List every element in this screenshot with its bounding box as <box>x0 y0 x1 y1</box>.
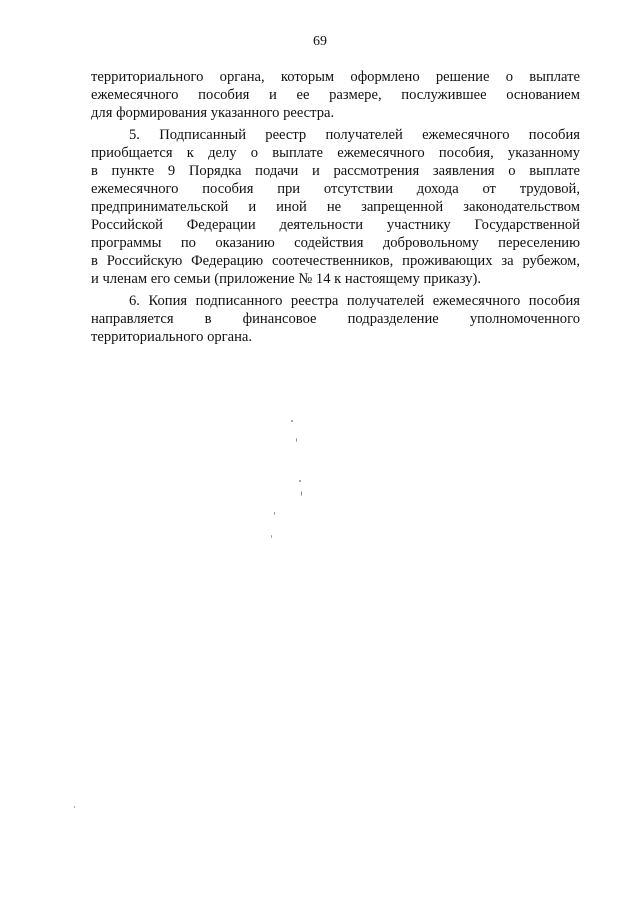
text-line: в пункте 9 Порядка подачи и рассмотрения заявления о выплате <box>91 163 580 179</box>
text-line: направляется в финансовое подразделение уполномоченного <box>91 311 580 327</box>
text-line: предпринимательской и иной не запрещенной законодательством <box>91 199 580 215</box>
scan-speck <box>74 806 75 808</box>
scan-speck <box>296 438 297 442</box>
paragraph-5 <box>91 126 580 288</box>
text-line: территориального органа, которым оформлено решение о выплате <box>91 69 580 85</box>
scan-speck <box>301 491 302 496</box>
document-body <box>91 68 580 346</box>
text-line: 5. Подписанный реестр получателей ежемесячного пособия <box>129 127 580 143</box>
scan-speck <box>271 535 272 538</box>
text-line: в Российскую Федерацию соотечественников, проживающих за рубежом, <box>91 253 580 269</box>
scan-speck <box>299 480 301 482</box>
text-line: 6. Копия подписанного реестра получателей ежемесячного пособия <box>129 293 580 309</box>
scan-speck <box>291 420 293 422</box>
text-line: и членам его семьи (приложение № 14 к настоящему приказу). <box>91 271 482 287</box>
text-line: программы по оказанию содействия добровольному переселению <box>91 235 580 251</box>
text-line: для формирования указанного реестра. <box>91 105 335 121</box>
text-line: Российской Федерации деятельности участнику Государственной <box>91 217 580 233</box>
text-line: территориального органа. <box>91 329 253 345</box>
text-line: ежемесячного пособия и ее размере, послужившее основанием <box>91 87 580 103</box>
text-line: ежемесячного пособия при отсутствии дохода от трудовой, <box>91 181 580 197</box>
scan-speck <box>274 512 275 515</box>
paragraph-6 <box>91 292 580 346</box>
text-line: приобщается к делу о выплате ежемесячного пособия, указанному <box>91 145 580 161</box>
page-number: 69 <box>313 34 327 49</box>
paragraph-continuation <box>91 68 580 122</box>
